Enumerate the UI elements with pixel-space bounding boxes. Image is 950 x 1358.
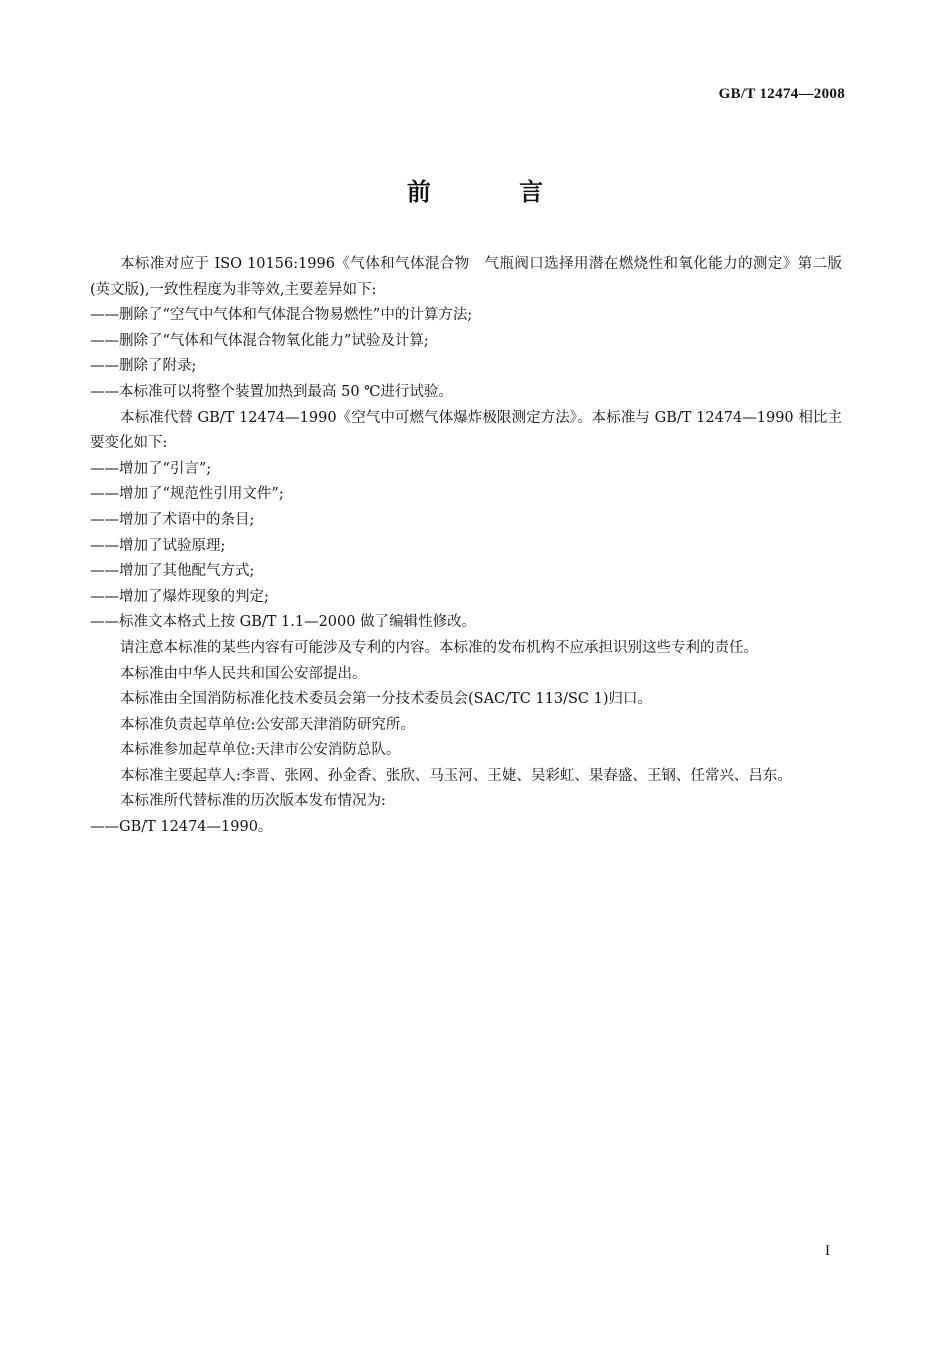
list-item: ——删除了附录; bbox=[90, 358, 197, 375]
list-item: ——增加了爆炸现象的判定; bbox=[90, 588, 269, 605]
paragraph-patent-notice: 请注意本标准的某些内容有可能涉及专利的内容。本标准的发布机构不应承担识别这些专利的责任。 bbox=[120, 639, 758, 656]
list-item: ——增加了“引言”; bbox=[90, 460, 212, 477]
list-item: ——增加了其他配气方式; bbox=[90, 563, 255, 580]
paragraph-iso-correspondence: 本标准对应于 ISO 10156:1996《气体和气体混合物 气瓶阀口选择用潜在燃烧性和氧化能力的测定》第二版(英文版),一致性程度为非等效,主要差异如下: bbox=[90, 256, 842, 298]
paragraph-managed-by: 本标准由全国消防标准化技术委员会第一分技术委员会(SAC/TC 113/SC 1)归口。 bbox=[120, 691, 652, 708]
list-item: ——GB/T 12474—1990。 bbox=[90, 819, 273, 836]
paragraph-proposed-by: 本标准由中华人民共和国公安部提出。 bbox=[120, 665, 367, 682]
list-item: ——删除了“空气中气体和气体混合物易燃性”中的计算方法; bbox=[90, 307, 473, 324]
paragraph-drafters: 本标准主要起草人:李晋、张网、孙金香、张欣、马玉河、王婕、吴彩虹、果春盛、王钢、任常兴、吕东。 bbox=[120, 767, 792, 784]
list-item: ——增加了“规范性引用文件”; bbox=[90, 486, 284, 503]
list-item: ——删除了“气体和气体混合物氧化能力”试验及计算; bbox=[90, 332, 429, 349]
paragraph-participating-unit: 本标准参加起草单位:天津市公安消防总队。 bbox=[120, 742, 401, 759]
list-item: ——本标准可以将整个装置加热到最高 50 ℃进行试验。 bbox=[90, 383, 453, 400]
list-item: ——标准文本格式上按 GB/T 1.1—2000 做了编辑性修改。 bbox=[90, 614, 477, 631]
paragraph-history: 本标准所代替标准的历次版本发布情况为: bbox=[120, 793, 386, 810]
paragraph-replacement: 本标准代替 GB/T 12474—1990《空气中可燃气体爆炸极限测定方法》。本标准与 GB/T 12474—1990 相比主要变化如下: bbox=[90, 409, 842, 452]
list-item: ——增加了试验原理; bbox=[90, 537, 226, 554]
page-number: I bbox=[825, 1243, 830, 1259]
standard-code: GB/T 12474—2008 bbox=[718, 86, 845, 102]
paragraph-drafting-unit: 本标准负责起草单位:公安部天津消防研究所。 bbox=[120, 716, 415, 733]
list-item: ——增加了术语中的条目; bbox=[90, 511, 255, 528]
page-title: 前 言 bbox=[406, 178, 584, 206]
document-body bbox=[90, 252, 842, 841]
